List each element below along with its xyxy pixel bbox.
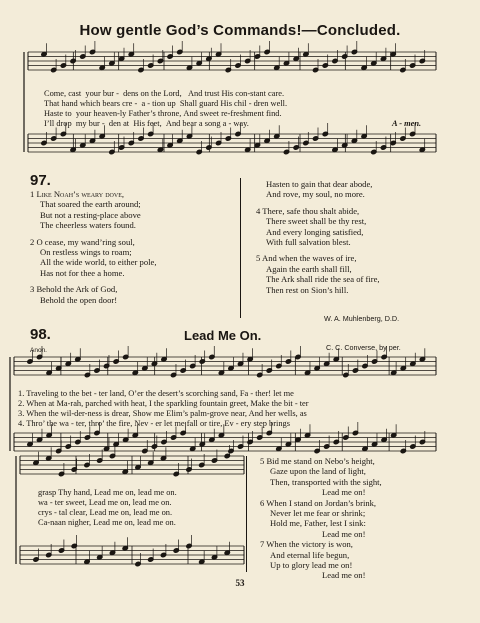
hymn-98-refrain-3: crys - tal clear, Lead me on, lead me on. <box>38 508 173 517</box>
hymn-98-refrain-2: wa - ter sweet, Lead me on, lead me on. <box>38 498 172 507</box>
hymn-98-composer: C. C. Converse, by per. <box>326 343 401 352</box>
hymn-98-right-verses: 5 Bid me stand on Nebo’s height, Gaze upon the land of light, Then, transported with the sight, Lead me on! 6 When I stand on Jordan’s brink, Never let me fear or shrink; Hold me, Father, lest I sink: Lead me on! 7 When the victory is won, And eternal life begun, Up to glory lead me on! Lead me on! <box>260 456 382 581</box>
hymn-98-lyric-3: 3. When the wil-der-ness is drear, Show me Elim’s palm-grove near, And her wells, as <box>18 409 307 418</box>
hymn-98-author: Anon. <box>30 347 47 354</box>
page-title: How gentle God’s Commands!—Concluded. <box>79 22 401 39</box>
page-number: 53 <box>235 578 245 588</box>
hymn-98-refrain-4: Ca-naan nigher, Lead me on, lead me on. <box>38 518 176 527</box>
column-divider <box>240 178 241 318</box>
hymn-97-number: 97. <box>30 172 51 189</box>
hymn-97-right-verses: Hasten to gain that dear abode, And rove, my soul, no more. 4 There, safe thou shalt abide, There sweet shall be thy rest, And every longing satisfied, With full salvation blest. 5 And when the waves of ire, Again the earth shall fill, The Ark shall ride the sea of fire, Then rest on Sion’s hill. <box>256 179 380 295</box>
hymn-97-author: W. A. Muhlenberg, D.D. <box>324 314 400 323</box>
lyric-line-4: I’ll drop my bur - den at His feet, And bear a song a - way. <box>44 119 249 128</box>
lyric-line-3: Haste to your heaven-ly Father’s throne, And sweet re-freshment find. <box>44 109 282 118</box>
hymn-98-refrain-1: grasp Thy hand, Lead me on, lead me on. <box>38 488 177 497</box>
lyric-line-2: That hand which bears cre - a - tion up Shall guard His chil - dren well. <box>44 99 288 108</box>
amen-label: A - men. <box>392 119 422 128</box>
column-divider-2 <box>246 456 247 572</box>
hymn-98-number: 98. <box>30 326 51 343</box>
hymn-97-left-verses: 1 Like Noah’s weary dove, That soared the earth around; But not a resting-place above The cheerless waters found. 2 O cease, my wand’ring soul, On restless wings to roam; All the wide world, to either pole, Has not for thee a home. 3 Behold the Ark of God, Behold the open door! <box>30 189 157 305</box>
hymn-98-lyric-4: 4. Thro’ the wa - ter, thro’ the fire, Nev - er let me fall or tire, Ev - ery step brings <box>18 419 290 428</box>
hymn-98-title: Lead Me On. <box>184 328 262 343</box>
lyric-line-1: Come, cast your bur - dens on the Lord, And trust His con-stant care. <box>44 89 285 98</box>
hymn-98-lyric-1: 1. Traveling to the bet - ter land, O’er the desert’s scorching sand, Fa - ther! let me <box>18 389 294 398</box>
hymn-98-lyric-2: 2. When at Ma-rah, parched with heat, I the sparkling fountain greet, Make the bit - ter <box>18 399 309 408</box>
